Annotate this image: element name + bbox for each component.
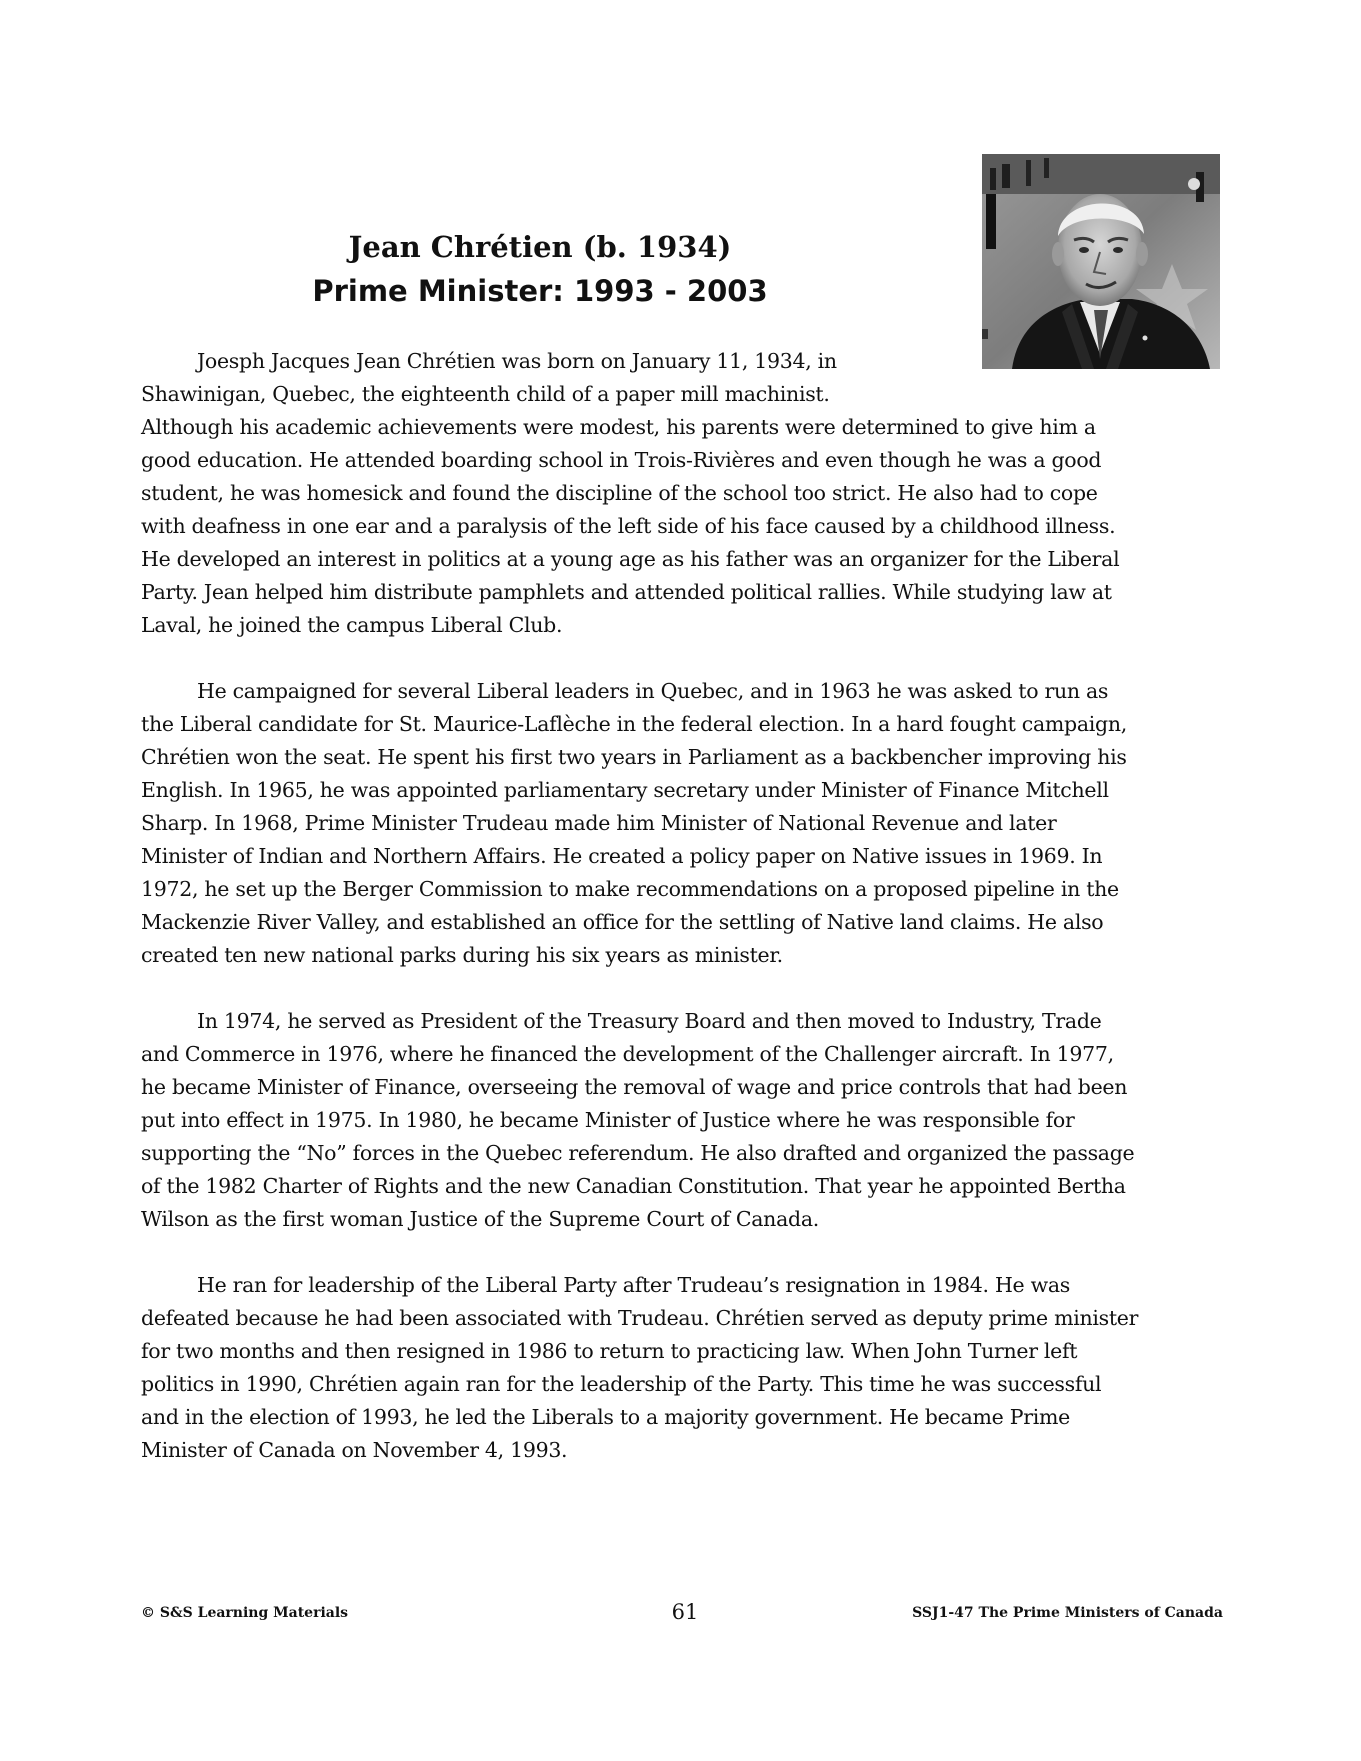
text-line: In 1974, he served as President of the Treasury Board and then moved to Industry, Trade bbox=[197, 1009, 1102, 1033]
text-line: He ran for leadership of the Liberal Party after Trudeau’s resignation in 1984. He was bbox=[197, 1273, 1070, 1297]
footer-copyright: © S&S Learning Materials bbox=[141, 1605, 349, 1621]
text-line: Wilson as the first woman Justice of the Supreme Court of Canada. bbox=[141, 1207, 819, 1231]
text-line: put into effect in 1975. In 1980, he became Minister of Justice where he was responsible for bbox=[141, 1108, 1075, 1132]
text-line: English. In 1965, he was appointed parliamentary secretary under Minister of Finance Mitchell bbox=[141, 778, 1109, 802]
text-line: Mackenzie River Valley, and established an office for the settling of Native land claims. He also bbox=[141, 910, 1104, 934]
text-line: for two months and then resigned in 1986 to return to practicing law. When John Turner left bbox=[141, 1339, 1078, 1363]
text-line: supporting the “No” forces in the Quebec referendum. He also drafted and organized the passage bbox=[141, 1141, 1135, 1165]
text-line: Laval, he joined the campus Liberal Club. bbox=[141, 613, 563, 637]
text-line: good education. He attended boarding school in Trois-Rivières and even though he was a good bbox=[141, 448, 1102, 472]
text-line: 1972, he set up the Berger Commission to make recommendations on a proposed pipeline in the bbox=[141, 877, 1119, 901]
text-line: created ten new national parks during his six years as minister. bbox=[141, 943, 783, 967]
footer-series-title: SSJ1-47 The Prime Ministers of Canada bbox=[912, 1605, 1223, 1621]
text-line: and Commerce in 1976, where he financed the development of the Challenger aircraft. In 1977, bbox=[141, 1042, 1114, 1066]
portrait-photo bbox=[982, 154, 1220, 369]
text-line: Minister of Canada on November 4, 1993. bbox=[141, 1438, 568, 1462]
paragraph-1 bbox=[141, 345, 1221, 642]
page-subtitle: Prime Minister: 1993 - 2003 bbox=[312, 274, 768, 308]
paragraph-spacer bbox=[141, 972, 1221, 1005]
text-line: politics in 1990, Chrétien again ran for the leadership of the Party. This time he was successful bbox=[141, 1372, 1102, 1396]
text-line: He developed an interest in politics at a young age as his father was an organizer for the Liberal bbox=[141, 547, 1120, 571]
text-line: Shawinigan, Quebec, the eighteenth child of a paper mill machinist. bbox=[141, 382, 830, 406]
text-line: the Liberal candidate for St. Maurice-Laflèche in the federal election. In a hard fought campaign, bbox=[141, 712, 1127, 736]
paragraph-spacer bbox=[141, 642, 1221, 675]
portrait-image bbox=[982, 154, 1220, 369]
text-line: with deafness in one ear and a paralysis of the left side of his face caused by a childhood illness. bbox=[141, 514, 1116, 538]
text-line: Chrétien won the seat. He spent his first two years in Parliament as a backbencher improving his bbox=[141, 745, 1127, 769]
text-line: student, he was homesick and found the discipline of the school too strict. He also had to cope bbox=[141, 481, 1098, 505]
text-line: He campaigned for several Liberal leaders in Quebec, and in 1963 he was asked to run as bbox=[197, 679, 1109, 703]
paragraph-3 bbox=[141, 1005, 1221, 1236]
text-line: of the 1982 Charter of Rights and the new Canadian Constitution. That year he appointed Bertha bbox=[141, 1174, 1126, 1198]
text-line: Although his academic achievements were modest, his parents were determined to give him a bbox=[141, 415, 1096, 439]
paragraph-2 bbox=[141, 675, 1221, 972]
text-line: Party. Jean helped him distribute pamphlets and attended political rallies. While studying law at bbox=[141, 580, 1112, 604]
text-line: Sharp. In 1968, Prime Minister Trudeau made him Minister of National Revenue and later bbox=[141, 811, 1057, 835]
page-title: Jean Chrétien (b. 1934) bbox=[348, 230, 732, 264]
text-line: he became Minister of Finance, overseeing the removal of wage and price controls that had been bbox=[141, 1075, 1128, 1099]
text-line: and in the election of 1993, he led the Liberals to a majority government. He became Prime bbox=[141, 1405, 1070, 1429]
footer-page-number: 61 bbox=[671, 1600, 699, 1624]
paragraph-4 bbox=[141, 1269, 1221, 1467]
text-line: Joesph Jacques Jean Chrétien was born on January 11, 1934, in bbox=[197, 349, 837, 373]
text-line: defeated because he had been associated with Trudeau. Chrétien served as deputy prime minister bbox=[141, 1306, 1139, 1330]
text-line: Minister of Indian and Northern Affairs. He created a policy paper on Native issues in 1969. In bbox=[141, 844, 1103, 868]
article-body bbox=[141, 345, 1221, 1467]
paragraph-spacer bbox=[141, 1236, 1221, 1269]
